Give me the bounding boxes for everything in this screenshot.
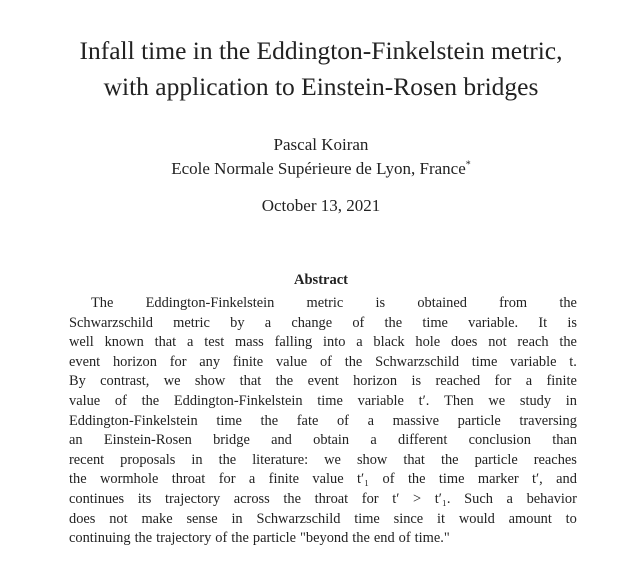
paper-date: October 13, 2021 bbox=[261, 196, 381, 215]
abstract-line: the wormhole throat for a finite value t′₁ of the time marker t′, and bbox=[69, 471, 577, 488]
title-line-2: with application to Einstein-Rosen bridges bbox=[103, 72, 539, 101]
title-line-1: Infall time in the Eddington-Finkelstein metric, bbox=[79, 36, 563, 65]
abstract-line: recent proposals in the literature: we show that the particle reaches bbox=[69, 451, 577, 468]
abstract-line: Schwarzschild metric by a change of the time variable. It is bbox=[69, 314, 577, 331]
affiliation-footnote-mark: * bbox=[465, 159, 471, 171]
abstract-line: value of the Eddington-Finkelstein time variable t′. Then we study in bbox=[69, 392, 577, 409]
abstract-line: does not make sense in Schwarzschild time since it would amount to bbox=[69, 510, 577, 527]
abstract-line: event horizon for any finite value of the Schwarzschild time variable t. bbox=[69, 353, 577, 370]
abstract-line: well known that a test mass falling into a black hole does not reach the bbox=[69, 334, 577, 351]
abstract-line: Eddington-Finkelstein time the fate of a massive particle traversing bbox=[69, 412, 577, 429]
author-affiliation-line bbox=[0, 157, 642, 181]
author-affiliation: Ecole Normale Supérieure de Lyon, France bbox=[171, 159, 466, 178]
author-name: Pascal Koiran bbox=[273, 135, 369, 154]
abstract-line: The Eddington-Finkelstein metric is obtained from the bbox=[91, 295, 577, 311]
abstract-heading: Abstract bbox=[294, 272, 348, 288]
abstract-line: an Einstein-Rosen bridge and obtain a different conclusion than bbox=[69, 432, 577, 449]
author-block bbox=[0, 133, 642, 181]
abstract-line: By contrast, we show that the event horizon is reached for a finite bbox=[69, 373, 577, 390]
paper-title bbox=[0, 33, 642, 105]
abstract-line: continuing the trajectory of the particle "beyond the end of time." bbox=[69, 530, 450, 547]
abstract-body bbox=[69, 294, 577, 549]
abstract-line: continues its trajectory across the throat for t′ > t′₁. Such a behavior bbox=[69, 490, 577, 507]
